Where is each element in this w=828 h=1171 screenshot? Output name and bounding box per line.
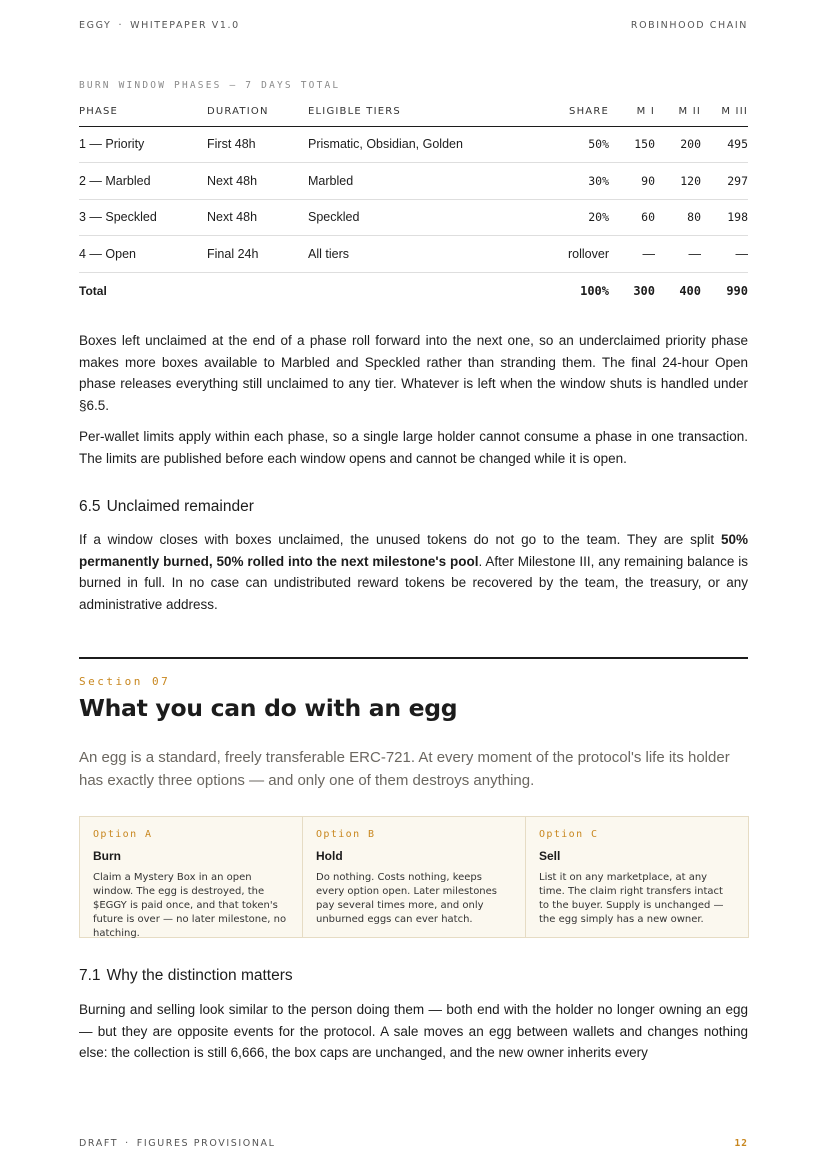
option-label: Option A [93,829,153,840]
option-label: Option B [316,829,376,840]
cell-m1: 60 [609,199,655,236]
table-header-row [79,98,748,126]
cell-m2: — [655,236,701,273]
paragraph-distinction: Burning and selling look similar to the person doing them — both end with the holder no longer owning an egg — but they are opposite events for the protocol. A sale moves an egg between wallets and changes nothing else: the collection is still 6,666, the box caps are unchanged, and the new owner inherits every [79,1002,748,1060]
paragraph-rollover: Boxes left unclaimed at the end of a phase roll forward into the next one, so an underclaimed priority phase makes more boxes available to Marbled and Speckled rather than stranding them. The final 24-hour Open phase releases everything still unclaimed to any tier. Whatever is left when the window shuts is handled under §6.5. [79,333,748,413]
paragraph-unclaimed [79,529,748,615]
option-card-burn [80,817,303,937]
header-right: ROBINHOOD CHAIN [630,20,748,31]
col-header: M II [655,98,701,126]
header-separator: · [118,20,124,31]
col-header: SHARE [543,98,609,126]
cell-m3: — [701,236,748,273]
cell-m1: 150 [609,126,655,163]
section-title: What you can do with an egg [79,694,458,722]
cell-duration: First 48h [207,126,308,163]
header-left [79,20,240,31]
cell-m2: 120 [655,163,701,200]
total-share: 100% [580,283,609,298]
total-m3: 990 [726,283,748,298]
text-run: . After Milestone III, any remaining balance is burned in full. In no case can undistributed reward tokens be recovered by the team, the treasury, or any administrative address. [79,553,749,612]
option-title: Hold [316,849,343,863]
cell-m1: — [609,236,655,273]
subheading-title: Unclaimed remainder [106,498,254,515]
total-m2: 400 [679,283,701,298]
option-desc: Do nothing. Costs nothing, keeps every option open. Later milestones pay several times more, and only unburned eggs can ever hatch. [316,872,498,925]
table-row [79,163,748,200]
option-desc: List it on any marketplace, at any time. The claim right transfers intact to the buyer. Supply is unchanged — the egg simply has a new owner. [539,872,724,925]
page-header [79,20,748,31]
cell-duration: Final 24h [207,236,308,273]
section-lead: An egg is a standard, freely transferable ERC-721. At every moment of the protocol's life its holder has exactly three options — and only one of them destroys anything. [79,749,730,789]
col-header: DURATION [207,98,308,126]
cell-phase: 3 — Speckled [79,199,207,236]
cell-share: 30% [543,163,609,200]
page-footer [79,1138,748,1149]
cell-m3: 495 [701,126,748,163]
table-caption: BURN WINDOW PHASES — 7 DAYS TOTAL [79,80,341,91]
section-label: Section 07 [79,675,171,688]
page-number: 12 [734,1138,748,1149]
footer-left [79,1138,276,1149]
subheading-6-5 [79,498,254,516]
cell-share: 50% [543,126,609,163]
col-header: M I [609,98,655,126]
cell-phase: 1 — Priority [79,126,207,163]
cell-duration: Next 48h [207,199,308,236]
burn-phases-table [79,98,748,309]
cell-share: rollover [543,236,609,273]
text-run: If a window closes with boxes unclaimed, the unused tokens do not go to the team. They are split [79,532,721,547]
option-label: Option C [539,829,599,840]
cell-m2: 80 [655,199,701,236]
option-title: Burn [93,849,121,863]
col-header: M III [701,98,748,126]
cell-phase: 4 — Open [79,236,207,273]
cell-m1: 90 [609,163,655,200]
cell-phase: 2 — Marbled [79,163,207,200]
cell-m3: 297 [701,163,748,200]
subheading-7-1 [79,967,293,985]
col-header: ELIGIBLE TIERS [308,98,543,126]
option-desc: Claim a Mystery Box in an open window. The egg is destroyed, the $EGGY is paid once, and that token's future is over — no later milestone, no hatching. [93,872,287,939]
cell-share: 20% [543,199,609,236]
table-total-row [79,272,748,309]
cell-m3: 198 [701,199,748,236]
cell-tiers: Speckled [308,199,543,236]
footer-note: FIGURES PROVISIONAL [136,1138,276,1149]
option-title: Sell [539,849,561,863]
cell-duration: Next 48h [207,163,308,200]
options-grid [79,816,749,938]
subheading-title: Why the distinction matters [106,967,293,984]
paragraph-wallet-limits: Per-wallet limits apply within each phase, so a single large holder cannot consume a phase in one transaction. The limits are published before each window opens and cannot be changed while it is open. [79,429,748,466]
total-m1: 300 [633,283,655,298]
doc-version: WHITEPAPER V1.0 [130,20,240,31]
table-row [79,126,748,163]
table-row [79,199,748,236]
total-label: Total [79,283,107,298]
option-card-hold [303,817,526,937]
col-header: PHASE [79,98,207,126]
footer-separator: · [125,1138,130,1149]
text-run-bold: 50% permanently burned, 50% rolled into the next milestone's pool [79,532,748,569]
doc-brand: EGGY [79,20,112,31]
cell-tiers: All tiers [308,236,543,273]
option-card-sell [526,817,748,937]
cell-tiers: Marbled [308,163,543,200]
cell-tiers: Prismatic, Obsidian, Golden [308,126,543,163]
table-row [79,236,748,273]
section-divider [79,657,748,659]
subheading-number: 7.1 [79,967,101,984]
subheading-number: 6.5 [79,498,101,515]
footer-status: DRAFT [79,1138,119,1149]
cell-m2: 200 [655,126,701,163]
